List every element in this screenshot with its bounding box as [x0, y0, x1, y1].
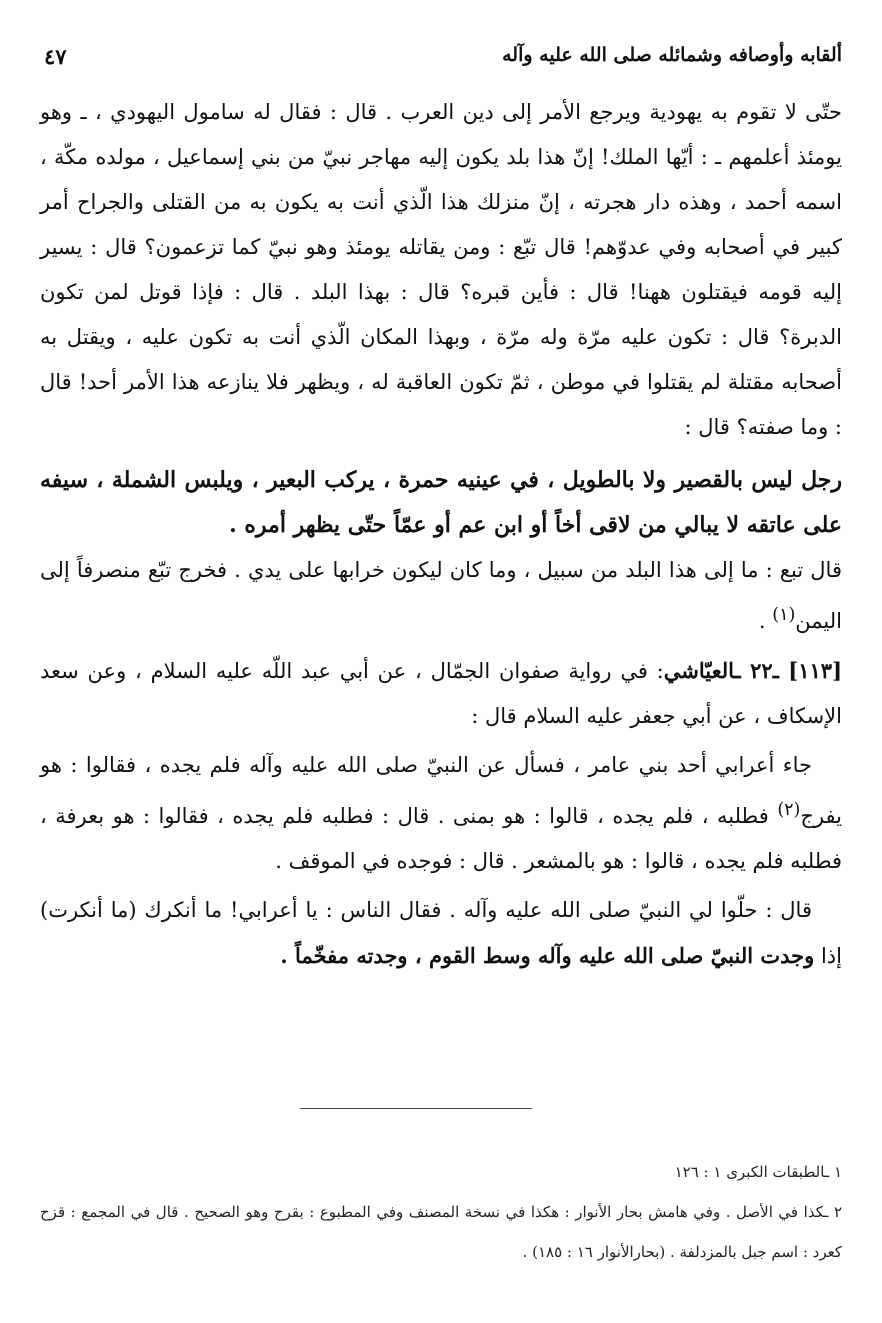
entry-chain: : في رواية صفوان الجمّال ، عن أبي عبد اللّه عليه السلام ، وعن سعد الإسكاف ، عن أبي جعفر عليه السلام قال :	[40, 659, 842, 728]
paragraph-3-text: قال تبع : ما إلى هذا البلد من سبيل ، وما كان ليكون خرابها على يدي . فخرج تبّع منصرفاً إلى اليمن	[40, 558, 842, 633]
paragraph-5-bold: وجدت النبيّ صلى الله عليه وآله وسط القوم ، وجدته مفخّماً .	[280, 943, 815, 968]
paragraph-description: رجل ليس بالقصير ولا بالطويل ، في عينيه حمرة ، يركب البعير ، ويلبس الشملة ، سيفه على عاتقه لا يبالي من لاقى أخاً أو ابن عم أو عمّاً حتّى يظهر أمره .	[40, 467, 842, 538]
main-text	[40, 90, 842, 979]
paragraph-4-rest: فطلبه ، فلم يجده ، قالوا : هو بمنى . قال : فطلبه فلم يجده ، فقالوا : هو بعرفة ، فطلبه فلم يجده ، قالوا : هو بالمشعر . قال : فوجده في الموقف .	[40, 804, 842, 873]
footnote-1: ١ ـالطبقات الكبرى ١ : ١٢٦	[674, 1163, 842, 1181]
footnote-ref-2: (٢)	[777, 800, 801, 820]
paragraph-5-start: قال : حلّوا لي النبيّ صلى الله عليه وآله . فقال الناس : يا أعرابي! ما أنكرك (ما أنكرت) إذا	[40, 898, 842, 968]
paragraph-3	[40, 548, 842, 644]
paragraph-4	[40, 743, 842, 884]
paragraph-1: حتّى لا تقوم به يهودية ويرجع الأمر إلى دين العرب . قال : فقال له سامول اليهودي ، ـ وهو يومئذ أعلمهم ـ : أيّها الملك! إنّ هذا بلد يكون إليه مهاجر نبيّ من بني إسماعيل ، مولده مكّة ، اسمه أحمد ، وهذه دار هجرته ، إنّ منزلك هذا الّذي أنت به يكون به من القتلى والجراح أمر كبير في أصحابه وفي عدوّهم! قال تبّع : ومن يقاتله يومئذ وهو نبيّ كما تزعمون؟ قال : يسير إليه قومه فيقتلون ههنا! قال : فأين قبره؟ قال : بهذا البلد . قال : فإذا قوتل لمن تكون الدبرة؟ قال : تكون عليه مرّة وله مرّة ، وبهذا المكان الّذي أنت به تكون عليه ، ويقتل به أصحابه مقتلة لم يقتلوا في موطن ، ثمّ تكون العاقبة له ، ويظهر فلا ينازعه هذا الأمر أحد! قال : وما صفته؟ قال :	[40, 100, 843, 439]
paragraph-5	[40, 888, 842, 979]
footnote-ref-1: (١)	[772, 605, 796, 625]
paragraph-3-end: .	[758, 609, 773, 633]
page-number: ٤٧	[44, 44, 67, 69]
footnote-separator	[300, 1108, 532, 1109]
footnote-2: ٢ ـكذا في الأصل . وفي هامش بحار الأنوار : هكذا في نسخة المصنف وفي المطبوع : بقرح وهو الصحيح . قال في المجمع : قزح كعرد : اسم جبل بالمزدلفة . (بحارالأنوار ١٦ : ١٨٥) .	[40, 1203, 842, 1261]
running-title: ألقابه وأوصافه وشمائله صلى الله عليه وآله	[502, 44, 842, 66]
footnotes	[40, 1152, 842, 1272]
entry-number: [١١٣] ـ٢٢ ـ	[734, 658, 842, 683]
entry-source: العيّاشي	[663, 658, 735, 683]
page-header	[40, 40, 842, 80]
hadith-entry	[40, 648, 842, 739]
paragraph-4-start: جاء أعرابي أحد بني عامر ، فسأل عن النبيّ صلى الله عليه وآله فلم يجده ، فقالوا : هو يفرج	[40, 753, 842, 828]
